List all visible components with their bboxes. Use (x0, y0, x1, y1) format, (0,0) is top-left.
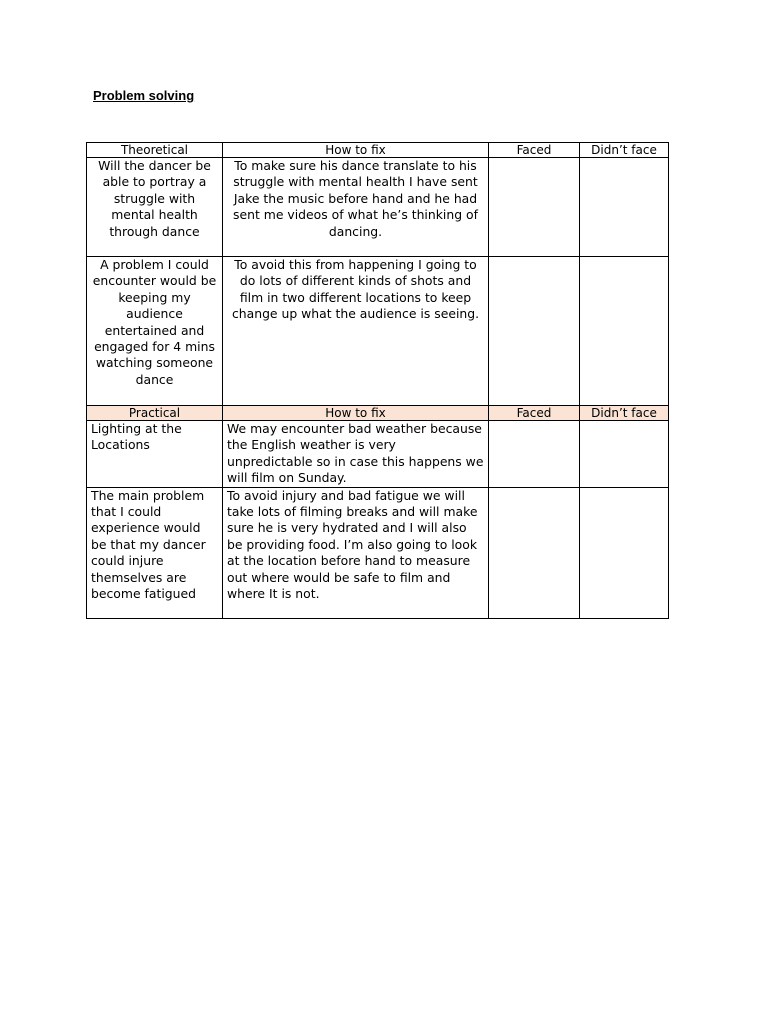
didnt-face-cell (580, 257, 669, 406)
header-faced: Faced (489, 406, 580, 421)
problem-cell: Lighting at the Locations (87, 421, 223, 488)
fix-cell: We may encounter bad weather because the English weather is very unpredictable so in case this happens we will film on Sunday. (223, 421, 489, 488)
problem-cell: The main problem that I could experience would be that my dancer could injure themselves are become fatigued (87, 487, 223, 618)
header-theoretical: Theoretical (87, 143, 223, 158)
table-row (87, 257, 669, 406)
header-didnt-face: Didn’t face (580, 406, 669, 421)
problem-cell: Will the dancer be able to portray a struggle with mental health through dance (87, 158, 223, 257)
faced-cell (489, 421, 580, 488)
fix-cell: To make sure his dance translate to his struggle with mental health I have sent Jake the music before hand and he had sent me videos of what he’s thinking of dancing. (223, 158, 489, 257)
didnt-face-cell (580, 421, 669, 488)
didnt-face-cell (580, 487, 669, 618)
problem-solving-table (86, 142, 669, 619)
theoretical-header-row (87, 143, 669, 158)
fix-cell: To avoid injury and bad fatigue we will take lots of filming breaks and will make sure he is very hydrated and I will also be providing food. I’m also going to look at the location before hand to measure out where would be safe to film and where It is not. (223, 487, 489, 618)
table-row (87, 158, 669, 257)
header-faced: Faced (489, 143, 580, 158)
faced-cell (489, 487, 580, 618)
page-title: Problem solving (93, 88, 195, 103)
header-how-to-fix: How to fix (223, 143, 489, 158)
problem-cell: A problem I could encounter would be keeping my audience entertained and engaged for 4 mins watching someone dance (87, 257, 223, 406)
table-row (87, 421, 669, 488)
faced-cell (489, 158, 580, 257)
table-row (87, 487, 669, 618)
practical-header-row (87, 406, 669, 421)
didnt-face-cell (580, 158, 669, 257)
header-practical: Practical (87, 406, 223, 421)
header-didnt-face: Didn’t face (580, 143, 669, 158)
fix-cell: To avoid this from happening I going to do lots of different kinds of shots and film in two different locations to keep change up what the audience is seeing. (223, 257, 489, 406)
header-how-to-fix: How to fix (223, 406, 489, 421)
faced-cell (489, 257, 580, 406)
